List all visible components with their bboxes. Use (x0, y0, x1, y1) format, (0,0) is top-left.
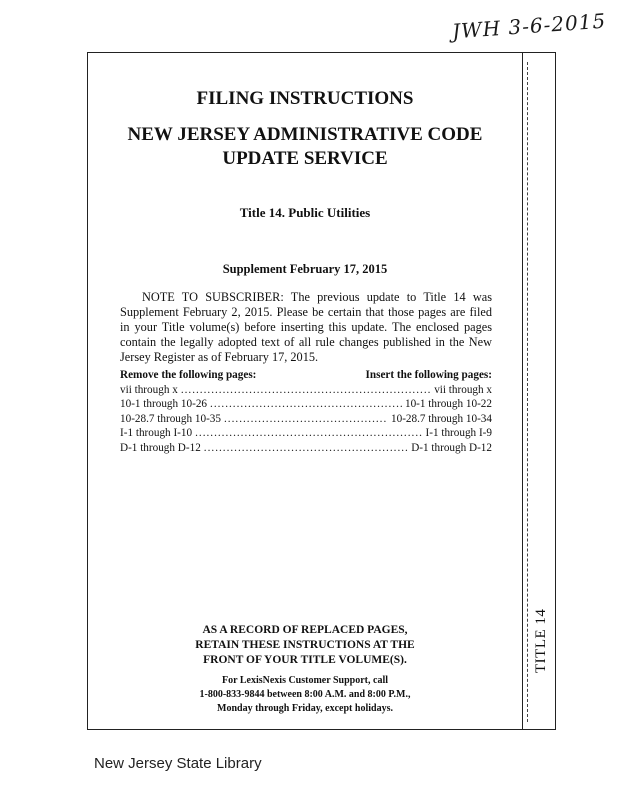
pages-table (120, 368, 492, 455)
title-heading: Title 14. Public Utilities (239, 205, 371, 220)
record-line3: FRONT OF YOUR TITLE VOLUME(S). (203, 654, 407, 666)
tab-label: TITLE 14 (533, 608, 549, 673)
table-row (120, 397, 492, 412)
record-notice (88, 623, 522, 668)
note-text: NOTE TO SUBSCRIBER: The previous update to Title 14 was Supplement February 2, 2015. Please be certain that those pages are filed in your Title volume(s) before inserting this update. The enclosed pages contain the legally adopted text of all rule changes published in the New Jersey Register as of February 17, 2015. (120, 290, 492, 364)
record-line2: RETAIN THESE INSTRUCTIONS AT THE (195, 639, 415, 651)
insert-cell: 10-28.7 through 10-34 (391, 412, 492, 425)
tab-dashed-line (527, 62, 528, 722)
table-row (120, 426, 492, 441)
tab-divider (522, 52, 523, 730)
remove-header: Remove the following pages: (120, 369, 257, 381)
filing-heading: FILING INSTRUCTIONS (196, 88, 414, 109)
code-heading-line1: NEW JERSEY ADMINISTRATIVE CODE (127, 124, 483, 145)
table-row (120, 441, 492, 456)
support-line3: Monday through Friday, except holidays. (217, 703, 393, 714)
insert-cell: D-1 through D-12 (411, 441, 492, 454)
leader-dots (210, 397, 402, 412)
insert-cell: vii through x (434, 383, 492, 396)
remove-cell: 10-1 through 10-26 (120, 398, 208, 410)
code-heading-line2: UPDATE SERVICE (222, 148, 388, 169)
record-line1: AS A RECORD OF REPLACED PAGES, (202, 624, 408, 636)
table-header (120, 368, 492, 383)
note-to-subscriber (120, 290, 492, 365)
handwritten-note: JWH 3-6-2015 (451, 8, 607, 44)
leader-dots (224, 412, 388, 427)
leader-dots (195, 426, 422, 441)
leader-dots (181, 383, 431, 398)
support-line1: For LexisNexis Customer Support, call (221, 675, 388, 686)
table-row (120, 412, 492, 427)
library-footer: New Jersey State Library (94, 755, 262, 772)
remove-cell: vii through x (120, 383, 178, 396)
insert-header: Insert the following pages: (365, 369, 492, 381)
table-row (120, 383, 492, 398)
insert-cell: I-1 through I-9 (425, 427, 492, 439)
support-line2: 1-800-833-9844 between 8:00 A.M. and 8:00 P.M., (199, 689, 411, 700)
supplement-heading: Supplement February 17, 2015 (222, 262, 388, 276)
remove-cell: 10-28.7 through 10-35 (120, 412, 221, 425)
leader-dots (204, 441, 408, 456)
support-notice (88, 674, 522, 716)
insert-cell: 10-1 through 10-22 (404, 398, 492, 410)
remove-cell: D-1 through D-12 (120, 441, 201, 454)
remove-cell: I-1 through I-10 (120, 427, 193, 439)
